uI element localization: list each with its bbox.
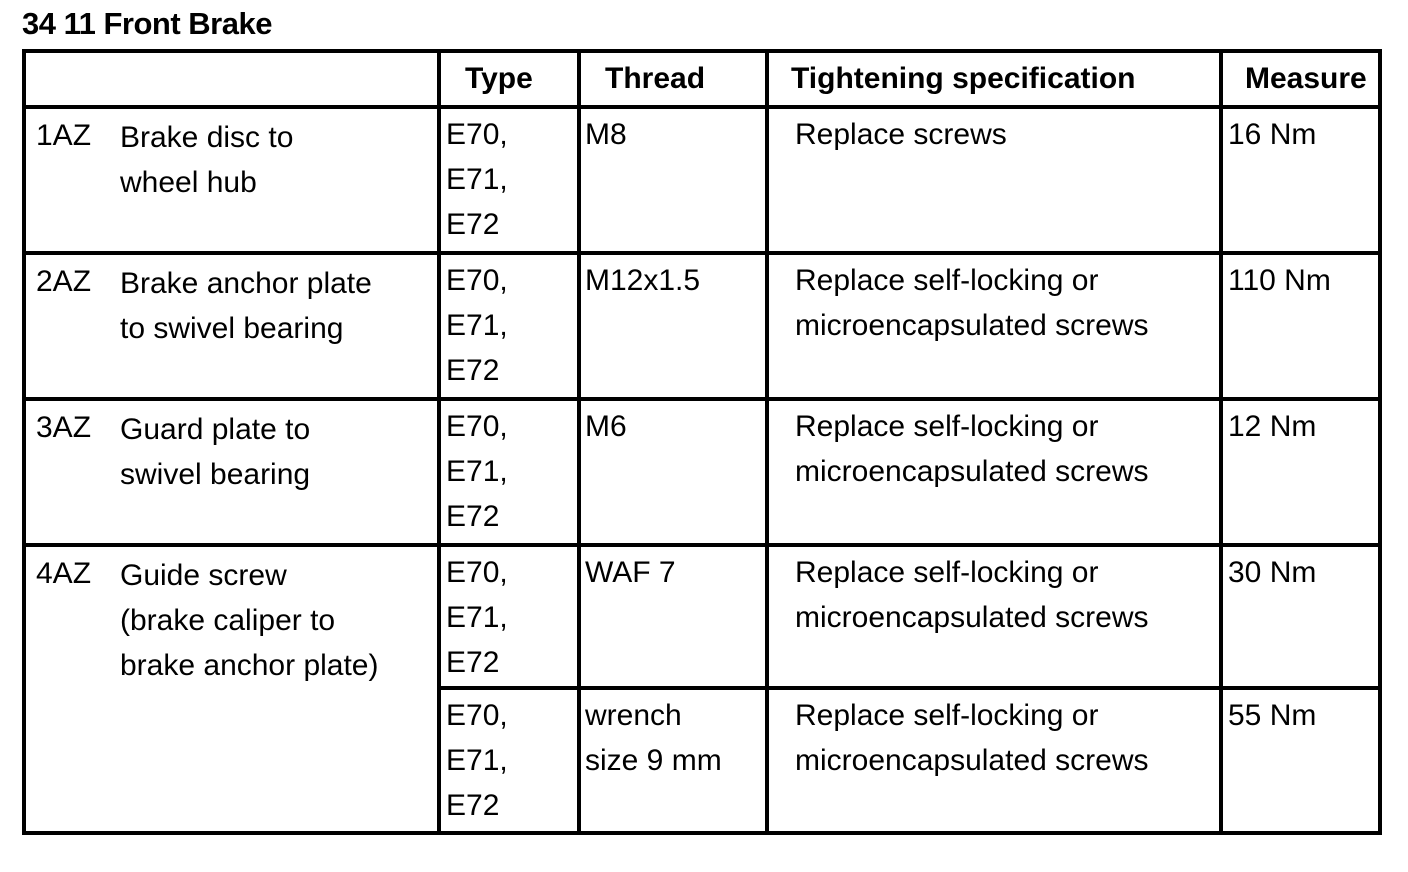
row-tightening-specification: Replace self-locking or microencapsulated screws [767, 253, 1221, 399]
header-blank [24, 51, 439, 107]
row-description: Guide screw (brake caliper to brake anchor plate) [120, 545, 439, 833]
row-type: E70, E71, E72 [439, 399, 579, 545]
row-type: E70, E71, E72 [439, 107, 579, 253]
row-thread: M12x1.5 [579, 253, 767, 399]
table-row [24, 107, 1380, 253]
row-code: 1AZ [24, 107, 120, 253]
header-type: Type [439, 51, 579, 107]
page-title: 34 11 Front Brake [22, 6, 272, 41]
row-thread: M8 [579, 107, 767, 253]
row-tightening-specification: Replace self-locking or microencapsulated screws [767, 688, 1221, 833]
table-header-row [24, 51, 1380, 107]
table-row [24, 545, 1380, 688]
row-measure: 30 Nm [1221, 545, 1380, 688]
row-measure: 12 Nm [1221, 399, 1380, 545]
row-measure: 110 Nm [1221, 253, 1380, 399]
row-type: E70, E71, E72 [439, 253, 579, 399]
table-row [24, 399, 1380, 545]
row-thread: wrench size 9 mm [579, 688, 767, 833]
row-code: 2AZ [24, 253, 120, 399]
row-type: E70, E71, E72 [439, 688, 579, 833]
row-description: Brake anchor plate to swivel bearing [120, 253, 439, 399]
row-measure: 55 Nm [1221, 688, 1380, 833]
row-type: E70, E71, E72 [439, 545, 579, 688]
row-code: 3AZ [24, 399, 120, 545]
row-tightening-specification: Replace screws [767, 107, 1221, 253]
row-description: Guard plate to swivel bearing [120, 399, 439, 545]
row-thread: M6 [579, 399, 767, 545]
torque-spec-table [22, 49, 1382, 835]
header-tightening-specification: Tightening specification [767, 51, 1221, 107]
header-measure: Measure [1221, 51, 1380, 107]
row-tightening-specification: Replace self-locking or microencapsulated screws [767, 545, 1221, 688]
header-thread: Thread [579, 51, 767, 107]
row-tightening-specification: Replace self-locking or microencapsulated screws [767, 399, 1221, 545]
row-measure: 16 Nm [1221, 107, 1380, 253]
table-row [24, 253, 1380, 399]
row-code: 4AZ [24, 545, 120, 833]
row-description: Brake disc to wheel hub [120, 107, 439, 253]
row-thread: WAF 7 [579, 545, 767, 688]
